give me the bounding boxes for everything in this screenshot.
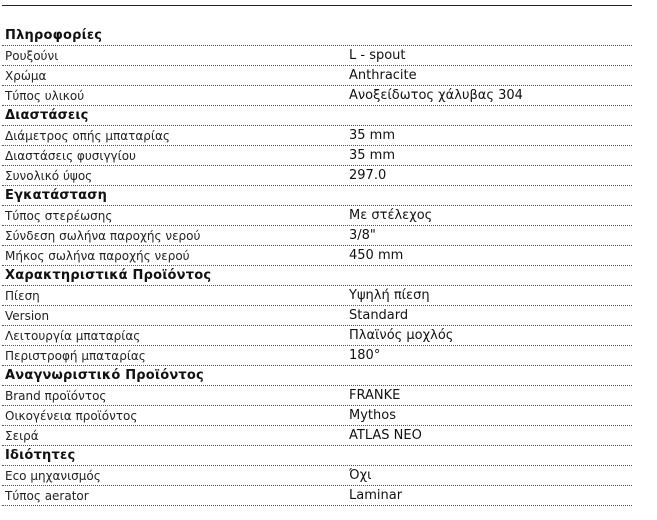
spec-label: Πίεση: [5, 289, 40, 303]
section-header-dimensions: Διαστάσεις: [2, 106, 632, 126]
spec-label: Μήκος σωλήνα παροχής νερού: [5, 249, 190, 263]
specifications-table: [2, 26, 632, 506]
spec-value: Όχι: [349, 468, 372, 483]
spec-value: FRANKE: [349, 388, 401, 403]
spec-row: [2, 286, 632, 306]
spec-value: Mythos: [349, 408, 396, 423]
spec-value: Standard: [349, 308, 409, 323]
spec-value: 297.0: [349, 168, 387, 183]
spec-row: [2, 326, 632, 346]
section-header-properties: Ιδιότητες: [2, 446, 632, 466]
spec-value: L - spout: [349, 48, 406, 63]
spec-value: 180°: [349, 348, 381, 363]
spec-label: Χρώμα: [5, 69, 47, 83]
spec-row: [2, 126, 632, 146]
spec-label: Τύπος υλικού: [5, 89, 85, 103]
spec-row: [2, 406, 632, 426]
spec-label: Τύπος στερέωσης: [5, 209, 113, 223]
spec-label: Version: [5, 309, 50, 323]
spec-row: [2, 466, 632, 486]
spec-row: [2, 246, 632, 266]
spec-row: [2, 146, 632, 166]
spec-value: 3/8": [349, 228, 376, 243]
section-header-product-features: Χαρακτηριστικά Προϊόντος: [2, 266, 632, 286]
spec-value: 450 mm: [349, 248, 404, 263]
section-header-product-identifier: Αναγνωριστικό Προϊόντος: [2, 366, 632, 386]
spec-row: [2, 206, 632, 226]
spec-label: Σύνδεση σωλήνα παροχής νερού: [5, 229, 201, 243]
spec-row: [2, 166, 632, 186]
spec-label: Συνολικό ύψος: [5, 169, 93, 183]
spec-label: Eco μηχανισμός: [5, 469, 101, 483]
spec-label: Οικογένεια προϊόντος: [5, 409, 138, 423]
spec-row: [2, 426, 632, 446]
spec-row: [2, 66, 632, 86]
spec-row: [2, 346, 632, 366]
spec-label: Τύπος aerator: [5, 489, 89, 503]
spec-label: Λειτουργία μπαταρίας: [5, 329, 141, 343]
spec-value: 35 mm: [349, 128, 396, 143]
section-header-installation: Εγκατάσταση: [2, 186, 632, 206]
spec-label: Διάμετρος οπής μπαταρίας: [5, 129, 170, 143]
spec-row: [2, 86, 632, 106]
top-divider: [2, 5, 632, 6]
spec-value: Πλαϊνός μοχλός: [349, 328, 454, 343]
spec-label: Σειρά: [5, 429, 39, 443]
spec-row: [2, 386, 632, 406]
spec-label: Διαστάσεις φυσιγγίου: [5, 149, 137, 163]
spec-row: [2, 306, 632, 326]
spec-value: Ανοξείδωτος χάλυβας 304: [349, 88, 523, 103]
spec-row: [2, 226, 632, 246]
spec-value: 35 mm: [349, 148, 396, 163]
section-header-information: Πληροφορίες: [2, 26, 632, 46]
spec-row: [2, 46, 632, 66]
spec-label: Brand προϊόντος: [5, 389, 107, 403]
spec-value: Με στέλεχος: [349, 208, 433, 223]
spec-label: Ρουξούνι: [5, 49, 59, 63]
spec-value: Laminar: [349, 488, 403, 503]
spec-value: ATLAS NEO: [349, 428, 422, 443]
spec-label: Περιστροφή μπαταρίας: [5, 349, 146, 363]
spec-row: [2, 486, 632, 506]
spec-value: Anthracite: [349, 68, 417, 83]
spec-value: Υψηλή πίεση: [349, 288, 430, 303]
